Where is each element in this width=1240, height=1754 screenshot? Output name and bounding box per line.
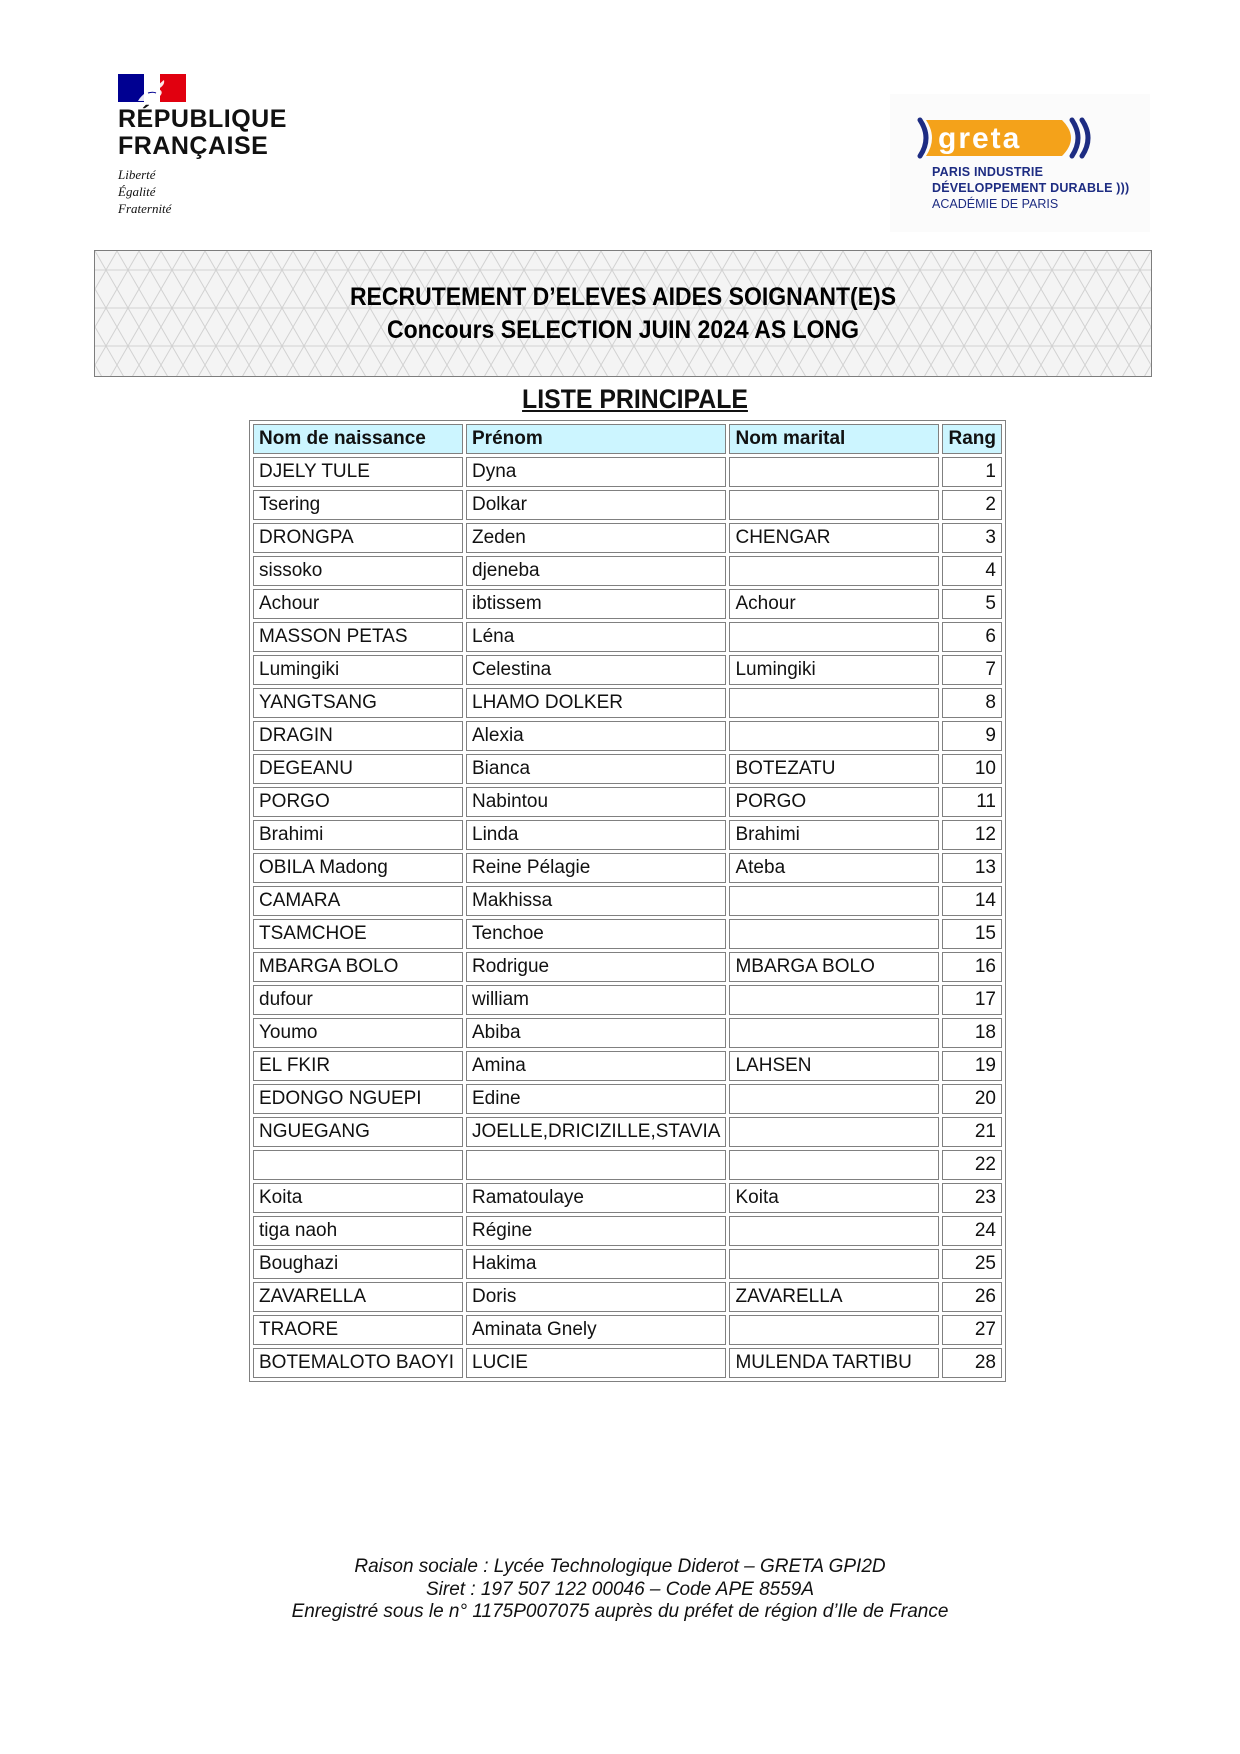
republique-name-line1: RÉPUBLIQUE [118, 105, 287, 133]
cell-prenom: djeneba [466, 556, 726, 586]
cell-nom-marital: Ateba [729, 853, 939, 883]
header-rang: Rang [942, 424, 1002, 454]
cell-rang: 14 [942, 886, 1002, 916]
cell-nom-naissance: MBARGA BOLO [253, 952, 463, 982]
cell-nom-naissance: DRONGPA [253, 523, 463, 553]
cell-nom-naissance: TSAMCHOE [253, 919, 463, 949]
header-nom-naissance: Nom de naissance [253, 424, 463, 454]
cell-nom-naissance: Koita [253, 1183, 463, 1213]
cell-prenom: Makhissa [466, 886, 726, 916]
table-row [253, 1150, 1002, 1180]
cell-prenom: Alexia [466, 721, 726, 751]
cell-prenom: Léna [466, 622, 726, 652]
motto-fraternite: Fraternité [118, 201, 172, 216]
table-body [253, 457, 1002, 1378]
cell-nom-naissance: Tsering [253, 490, 463, 520]
cell-nom-marital [729, 457, 939, 487]
cell-nom-marital [729, 919, 939, 949]
greta-line2-arcs-icon: ))) [1112, 181, 1130, 195]
cell-nom-marital [729, 1150, 939, 1180]
table-row [253, 523, 1002, 553]
cell-rang: 2 [942, 490, 1002, 520]
cell-rang: 12 [942, 820, 1002, 850]
cell-prenom: Linda [466, 820, 726, 850]
greta-wordmark-icon [912, 114, 1142, 164]
cell-prenom: ibtissem [466, 589, 726, 619]
republique-name-line2: FRANÇAISE [118, 132, 269, 160]
cell-nom-naissance: NGUEGANG [253, 1117, 463, 1147]
cell-rang: 22 [942, 1150, 1002, 1180]
cell-prenom: Hakima [466, 1249, 726, 1279]
cell-prenom: Dolkar [466, 490, 726, 520]
cell-nom-naissance: OBILA Madong [253, 853, 463, 883]
cell-nom-naissance: TRAORE [253, 1315, 463, 1345]
cell-rang: 19 [942, 1051, 1002, 1081]
greta-line3: ACADÉMIE DE PARIS [932, 197, 1059, 211]
table-row [253, 919, 1002, 949]
cell-prenom: Dyna [466, 457, 726, 487]
cell-nom-naissance: ZAVARELLA [253, 1282, 463, 1312]
cell-nom-naissance: tiga naoh [253, 1216, 463, 1246]
cell-nom-marital: PORGO [729, 787, 939, 817]
cell-nom-naissance: Brahimi [253, 820, 463, 850]
republique-motto [118, 166, 308, 217]
table-row [253, 985, 1002, 1015]
cell-nom-marital: Koita [729, 1183, 939, 1213]
footer-raison-sociale: Raison sociale : Lycée Technologique Diderot – GRETA GPI2D [354, 1556, 886, 1577]
cell-nom-marital [729, 721, 939, 751]
footer [0, 1556, 1240, 1624]
cell-nom-marital: ZAVARELLA [729, 1282, 939, 1312]
greta-logo [890, 94, 1150, 232]
table-row [253, 1051, 1002, 1081]
cell-prenom: Reine Pélagie [466, 853, 726, 883]
greta-tagline [932, 164, 1129, 212]
cell-nom-marital [729, 622, 939, 652]
greta-wordmark: greta [938, 122, 1022, 155]
cell-rang: 1 [942, 457, 1002, 487]
table-header-row [253, 424, 1002, 454]
cell-nom-marital [729, 1117, 939, 1147]
cell-prenom: william [466, 985, 726, 1015]
table-row [253, 1315, 1002, 1345]
cell-rang: 16 [942, 952, 1002, 982]
cell-rang: 21 [942, 1117, 1002, 1147]
cell-rang: 26 [942, 1282, 1002, 1312]
table-row [253, 1249, 1002, 1279]
table-row [253, 622, 1002, 652]
table-row [253, 754, 1002, 784]
cell-prenom: LHAMO DOLKER [466, 688, 726, 718]
motto-egalite: Égalité [118, 184, 156, 199]
cell-nom-marital [729, 1249, 939, 1279]
table-row [253, 1084, 1002, 1114]
marianne-flag-icon [118, 74, 186, 102]
table-row [253, 556, 1002, 586]
cell-prenom: LUCIE [466, 1348, 726, 1378]
table-row [253, 787, 1002, 817]
table-row [253, 1018, 1002, 1048]
header-prenom: Prénom [466, 424, 726, 454]
cell-prenom: Zeden [466, 523, 726, 553]
table-row [253, 457, 1002, 487]
table-row [253, 688, 1002, 718]
greta-line1: PARIS INDUSTRIE [932, 165, 1044, 179]
cell-nom-naissance: Lumingiki [253, 655, 463, 685]
table-row [253, 853, 1002, 883]
cell-nom-naissance: EDONGO NGUEPI [253, 1084, 463, 1114]
table-row [253, 721, 1002, 751]
cell-rang: 17 [942, 985, 1002, 1015]
cell-nom-marital [729, 1315, 939, 1345]
cell-nom-marital [729, 556, 939, 586]
cell-prenom: Doris [466, 1282, 726, 1312]
cell-nom-marital: MULENDA TARTIBU [729, 1348, 939, 1378]
cell-rang: 28 [942, 1348, 1002, 1378]
cell-rang: 8 [942, 688, 1002, 718]
cell-nom-marital: Brahimi [729, 820, 939, 850]
cell-rang: 5 [942, 589, 1002, 619]
table-row [253, 1282, 1002, 1312]
header-nom-marital: Nom marital [729, 424, 939, 454]
table-row [253, 886, 1002, 916]
cell-nom-marital: BOTEZATU [729, 754, 939, 784]
cell-nom-naissance: YANGTSANG [253, 688, 463, 718]
cell-nom-marital: Lumingiki [729, 655, 939, 685]
cell-prenom: Bianca [466, 754, 726, 784]
banner-subtitle: Concours SELECTION JUIN 2024 AS LONG [386, 316, 860, 344]
cell-prenom: Edine [466, 1084, 726, 1114]
cell-nom-naissance: Achour [253, 589, 463, 619]
cell-rang: 11 [942, 787, 1002, 817]
cell-nom-marital: CHENGAR [729, 523, 939, 553]
cell-nom-marital: LAHSEN [729, 1051, 939, 1081]
table-row [253, 1183, 1002, 1213]
cell-nom-marital [729, 985, 939, 1015]
results-table [249, 420, 1006, 1382]
cell-nom-naissance: PORGO [253, 787, 463, 817]
cell-rang: 3 [942, 523, 1002, 553]
cell-nom-marital: Achour [729, 589, 939, 619]
cell-rang: 15 [942, 919, 1002, 949]
cell-nom-naissance: DJELY TULE [253, 457, 463, 487]
table-row [253, 820, 1002, 850]
republique-francaise-logo [118, 74, 308, 217]
cell-rang: 10 [942, 754, 1002, 784]
cell-prenom: JOELLE,DRICIZILLE,STAVIA [466, 1117, 726, 1147]
cell-rang: 23 [942, 1183, 1002, 1213]
table-row [253, 1348, 1002, 1378]
cell-nom-naissance [253, 1150, 463, 1180]
cell-nom-naissance: dufour [253, 985, 463, 1015]
title-banner [94, 250, 1152, 377]
cell-nom-naissance: EL FKIR [253, 1051, 463, 1081]
cell-rang: 20 [942, 1084, 1002, 1114]
cell-prenom: Régine [466, 1216, 726, 1246]
cell-nom-marital [729, 1084, 939, 1114]
list-title: LISTE PRINCIPALE [522, 384, 748, 414]
cell-prenom: Ramatoulaye [466, 1183, 726, 1213]
cell-nom-naissance: CAMARA [253, 886, 463, 916]
table-row [253, 655, 1002, 685]
banner-text [95, 281, 1151, 347]
cell-nom-naissance: MASSON PETAS [253, 622, 463, 652]
cell-nom-marital [729, 1018, 939, 1048]
cell-nom-naissance: DRAGIN [253, 721, 463, 751]
footer-enregistrement: Enregistré sous le n° 1175P007075 auprès du préfet de région d’Ile de France [291, 1601, 949, 1622]
cell-prenom: Celestina [466, 655, 726, 685]
table-row [253, 952, 1002, 982]
cell-prenom [466, 1150, 726, 1180]
cell-rang: 7 [942, 655, 1002, 685]
cell-rang: 6 [942, 622, 1002, 652]
cell-rang: 4 [942, 556, 1002, 586]
greta-line2-text: DÉVELOPPEMENT DURABLE [932, 181, 1113, 195]
cell-prenom: Abiba [466, 1018, 726, 1048]
cell-nom-naissance: Youmo [253, 1018, 463, 1048]
greta-line2 [932, 180, 1129, 196]
cell-nom-marital [729, 886, 939, 916]
cell-prenom: Aminata Gnely [466, 1315, 726, 1345]
footer-siret: Siret : 197 507 122 00046 – Code APE 8559A [425, 1578, 815, 1600]
cell-prenom: Amina [466, 1051, 726, 1081]
cell-prenom: Tenchoe [466, 919, 726, 949]
motto-liberte: Liberté [118, 167, 156, 182]
cell-rang: 25 [942, 1249, 1002, 1279]
cell-rang: 9 [942, 721, 1002, 751]
cell-rang: 18 [942, 1018, 1002, 1048]
table-row [253, 589, 1002, 619]
cell-rang: 27 [942, 1315, 1002, 1345]
cell-nom-naissance: DEGEANU [253, 754, 463, 784]
table-row [253, 490, 1002, 520]
cell-prenom: Rodrigue [466, 952, 726, 982]
cell-nom-naissance: sissoko [253, 556, 463, 586]
table-row [253, 1117, 1002, 1147]
banner-title: RECRUTEMENT D’ELEVES AIDES SOIGNANT(E)S [349, 283, 897, 311]
table-row [253, 1216, 1002, 1246]
cell-nom-naissance: Boughazi [253, 1249, 463, 1279]
cell-rang: 24 [942, 1216, 1002, 1246]
cell-nom-marital [729, 1216, 939, 1246]
cell-nom-marital: MBARGA BOLO [729, 952, 939, 982]
cell-nom-marital [729, 688, 939, 718]
cell-prenom: Nabintou [466, 787, 726, 817]
cell-nom-marital [729, 490, 939, 520]
cell-rang: 13 [942, 853, 1002, 883]
cell-nom-naissance: BOTEMALOTO BAOYI [253, 1348, 463, 1378]
